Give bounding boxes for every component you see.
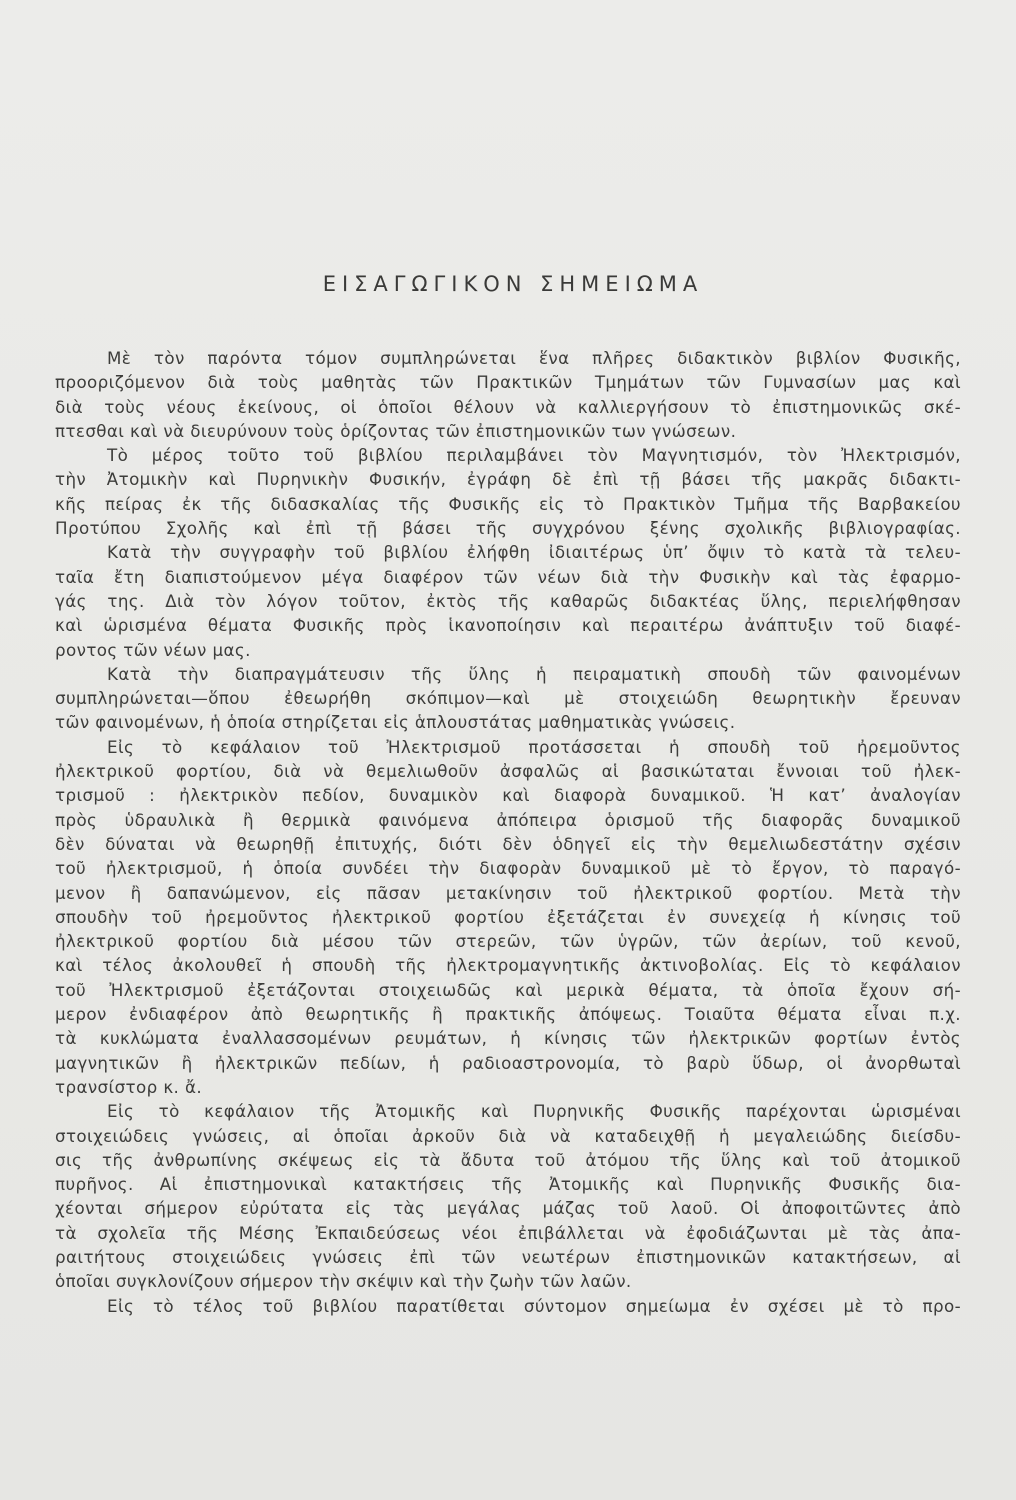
text-line: καὶ τέλος ἀκολουθεῖ ἡ σπουδὴ τῆς ἠλεκτρομαγνητικῆς ἀκτινοβολίας. Εἰς τὸ κεφάλαιον xyxy=(55,955,961,976)
text-line: Κατὰ τὴν συγγραφὴν τοῦ βιβλίου ἐλήφθη ἰδιαιτέρως ὑπ’ ὄψιν τὸ κατὰ τὰ τελευ- xyxy=(107,542,961,563)
text-line: ραιτήτους στοιχειώδεις γνώσεις ἐπὶ τῶν νεωτέρων ἐπιστημονικῶν κατακτήσεων, αἱ xyxy=(55,1246,961,1267)
text-line: μαγνητικῶν ἢ ἠλεκτρικῶν πεδίων, ἡ ραδιοαστρονομία, τὸ βαρὺ ὕδωρ, οἱ ἀνορθωταὶ xyxy=(55,1052,961,1073)
text-line: Προτύπου Σχολῆς καὶ ἐπὶ τῇ βάσει τῆς συγχρόνου ξένης σχολικῆς βιβλιογραφίας. xyxy=(55,518,961,539)
text-line: μενον ἢ δαπανώμενον, εἰς πᾶσαν μετακίνησιν τοῦ ἠλεκτρικοῦ φορτίου. Μετὰ τὴν xyxy=(55,882,961,903)
text-line: ἠλεκτρικοῦ φορτίου, διὰ νὰ θεμελιωθοῦν ἀσφαλῶς αἱ βασικώταται ἔννοιαι τοῦ ἠλεκ- xyxy=(55,761,961,782)
text-line: σις τῆς ἀνθρωπίνης σκέψεως εἰς τὰ ἄδυτα τοῦ ἀτόμου τῆς ὕλης καὶ τοῦ ἀτομικοῦ xyxy=(55,1149,961,1170)
text-line: δὲν δύναται νὰ θεωρηθῇ ἐπιτυχής, διότι δὲν ὁδηγεῖ εἰς τὴν θεμελιωδεστάτην σχέσιν xyxy=(55,833,961,854)
text-line: πρὸς ὑδραυλικὰ ἢ θερμικὰ φαινόμενα ἀπόπειρα ὁρισμοῦ τῆς διαφορᾶς δυναμικοῦ xyxy=(55,809,961,830)
text-line: ταῖα ἔτη διαπιστούμενον μέγα διαφέρον τῶν νέων διὰ τὴν Φυσικὴν καὶ τὰς ἐφαρμο- xyxy=(55,566,961,587)
text-line: Εἰς τὸ κεφάλαιον τῆς Ἀτομικῆς καὶ Πυρηνικῆς Φυσικῆς παρέχονται ὡρισμέναι xyxy=(107,1101,961,1122)
body-text xyxy=(55,346,961,1318)
text-line: σπουδὴν τοῦ ἠρεμοῦντος ἠλεκτρικοῦ φορτίου ἐξετάζεται ἐν συνεχείᾳ ἡ κίνησις τοῦ xyxy=(55,906,961,927)
text-line: μερον ἐνδιαφέρον ἀπὸ θεωρητικῆς ἢ πρακτικῆς ἀπόψεως. Τοιαῦτα θέματα εἶναι π.χ. xyxy=(55,1004,961,1025)
text-line: τοῦ Ἠλεκτρισμοῦ ἐξετάζονται στοιχειωδῶς καὶ μερικὰ θέματα, τὰ ὁποῖα ἔχουν σή- xyxy=(55,979,961,1000)
text-line: συμπληρώνεται—ὅπου ἐθεωρήθη σκόπιμον—καὶ μὲ στοιχειώδη θεωρητικὴν ἔρευναν xyxy=(55,688,961,709)
text-line: προοριζόμενον διὰ τοὺς μαθητὰς τῶν Πρακτικῶν Τμημάτων τῶν Γυμνασίων μας καὶ xyxy=(55,372,961,393)
text-line: τρισμοῦ : ἠλεκτρικὸν πεδίον, δυναμικὸν καὶ διαφορὰ δυναμικοῦ. Ἡ κατ’ ἀναλογίαν xyxy=(55,785,961,806)
text-line: ροντος τῶν νέων μας. xyxy=(55,639,251,660)
page-title: ΕΙΣΑΓΩΓΙΚΟΝ ΣΗΜΕΙΩΜΑ xyxy=(322,272,704,296)
text-line: τῶν φαινομένων, ἡ ὁποία στηρίζεται εἰς ἁπλουστάτας μαθηματικὰς γνώσεις. xyxy=(55,712,736,733)
text-line: διὰ τοὺς νέους ἐκείνους, οἱ ὁποῖοι θέλουν νὰ καλλιεργήσουν τὸ ἐπιστημονικῶς σκέ- xyxy=(55,396,961,417)
text-line: ἠλεκτρικοῦ φορτίου διὰ μέσου τῶν στερεῶν, τῶν ὑγρῶν, τῶν ἀερίων, τοῦ κενοῦ, xyxy=(55,931,961,952)
text-line: τὴν Ἀτομικὴν καὶ Πυρηνικὴν Φυσικήν, ἐγράφη δὲ ἐπὶ τῇ βάσει τῆς μακρᾶς διδακτι- xyxy=(55,469,961,490)
text-line: γάς της. Διὰ τὸν λόγον τοῦτον, ἐκτὸς τῆς καθαρῶς διδακτέας ὕλης, περιελήφθησαν xyxy=(55,590,961,611)
text-line: Εἰς τὸ τέλος τοῦ βιβλίου παρατίθεται σύντομον σημείωμα ἐν σχέσει μὲ τὸ προ- xyxy=(107,1295,961,1316)
text-line: πυρῆνος. Αἱ ἐπιστημονικαὶ κατακτήσεις τῆς Ἀτομικῆς καὶ Πυρηνικῆς Φυσικῆς δια- xyxy=(55,1174,961,1195)
text-line: τὰ σχολεῖα τῆς Μέσης Ἐκπαιδεύσεως νέοι ἐπιβάλλεται νὰ ἐφοδιάζωνται μὲ τὰς ἀπα- xyxy=(55,1222,961,1243)
text-line: Τὸ μέρος τοῦτο τοῦ βιβλίου περιλαμβάνει τὸν Μαγνητισμόν, τὸν Ἠλεκτρισμόν, xyxy=(107,445,961,466)
text-line: Μὲ τὸν παρόντα τόμον συμπληρώνεται ἕνα πλῆρες διδακτικὸν βιβλίον Φυσικῆς, xyxy=(107,348,961,368)
text-line: χέονται σήμερον εὐρύτατα εἰς τὰς μεγάλας μάζας τοῦ λαοῦ. Οἱ ἀποφοιτῶντες ἀπὸ xyxy=(55,1198,961,1219)
text-line: Εἰς τὸ κεφάλαιον τοῦ Ἠλεκτρισμοῦ προτάσσεται ἡ σπουδὴ τοῦ ἠρεμοῦντος xyxy=(107,736,961,757)
text-line: στοιχειώδεις γνώσεις, αἱ ὁποῖαι ἀρκοῦν διὰ νὰ καταδειχθῇ ἡ μεγαλειώδης διείσδυ- xyxy=(55,1125,961,1146)
text-line: Κατὰ τὴν διαπραγμάτευσιν τῆς ὕλης ἡ πειραματικὴ σπουδὴ τῶν φαινομένων xyxy=(107,663,961,684)
text-line: καὶ ὡρισμένα θέματα Φυσικῆς πρὸς ἱκανοποίησιν καὶ περαιτέρω ἀνάπτυξιν τοῦ διαφέ- xyxy=(55,615,961,636)
text-line: πτεσθαι καὶ νὰ διευρύνουν τοὺς ὁρίζοντας τῶν ἐπιστημονικῶν των γνώσεων. xyxy=(55,420,737,441)
text-line: τὰ κυκλώματα ἐναλλασσομένων ρευμάτων, ἡ κίνησις τῶν ἠλεκτρικῶν φορτίων ἐντὸς xyxy=(55,1028,961,1049)
text-line: κῆς πείρας ἐκ τῆς διδασκαλίας τῆς Φυσικῆς εἰς τὸ Πρακτικὸν Τμῆμα τῆς Βαρβακείου xyxy=(55,493,961,514)
text-line: τρανσίστορ κ. ἄ. xyxy=(55,1076,203,1097)
text-line: ὁποῖαι συγκλονίζουν σήμερον τὴν σκέψιν καὶ τὴν ζωὴν τῶν λαῶν. xyxy=(55,1271,632,1292)
text-line: τοῦ ἠλεκτρισμοῦ, ἡ ὁποία συνδέει τὴν διαφορὰν δυναμικοῦ μὲ τὸ ἔργον, τὸ παραγό- xyxy=(55,858,961,879)
